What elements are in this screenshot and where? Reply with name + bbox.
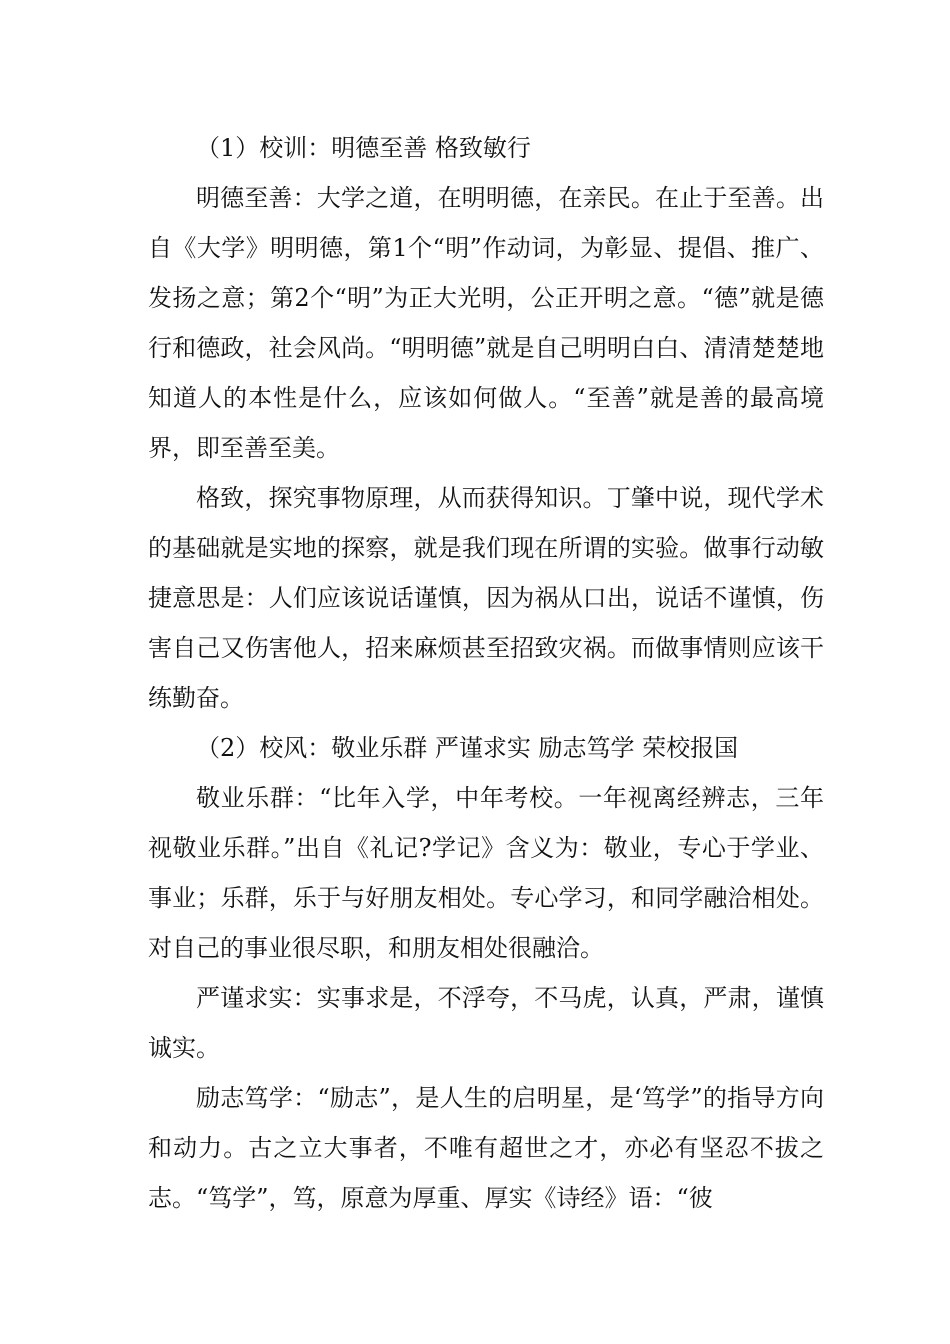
paragraph-gezhi-minxing: 格致，探究事物原理，从而获得知识。丁肇中说，现代学术的基础就是实地的探察，就是我们现在所谓的实验。做事行动敏捷意思是：人们应该说话谨慎，因为祸从口出，说话不谨慎，伤害自己又伤害他人，招来麻烦甚至招致灾祸。而做事情则应该干练勤奋。: [148, 484, 824, 712]
paragraph-lizhi-duxue: 励志笃学：“励志”，是人生的启明星，是‘笃学”的指导方向和动力。古之立大事者，不唯有超世之才，亦必有坚忍不拔之志。“笃学”，笃，原意为厚重、厚实《诗经》语：“彼: [148, 1084, 824, 1212]
paragraph-yanjin-qiushi: 严谨求实：实事求是，不浮夸，不马虎，认真，严肃，谨慎诚实。: [148, 984, 824, 1062]
section-heading-school-motto: （1）校训：明德至善 格致敏行: [196, 134, 531, 162]
document-body: [148, 123, 824, 1223]
paragraph-jingye-lequn: 敬业乐群：“比年入学，中年考校。一年视离经辨志，三年视敬业乐群。”出自《礼记?学记》含义为：敬业，专心于学业、事业；乐群，乐于与好朋友相处。专心学习，和同学融洽相处。对自己的事业很尽职，和朋友相处很融洽。: [148, 784, 824, 962]
paragraph-mingde-zhishan: 明德至善：大学之道，在明明德，在亲民。在止于至善。出自《大学》明明德，第1个“明”作动词，为彰显、提倡、推广、发扬之意；第2个“明”为正大光明，公正开明之意。“德”就是德行和德政，社会风尚。“明明德”就是自己明明白白、清清楚楚地知道人的本性是什么，应该如何做人。“至善”就是善的最高境界，即至善至美。: [148, 184, 824, 462]
section-heading-school-spirit: （2）校风：敬业乐群 严谨求实 励志笃学 荣校报国: [196, 734, 739, 762]
